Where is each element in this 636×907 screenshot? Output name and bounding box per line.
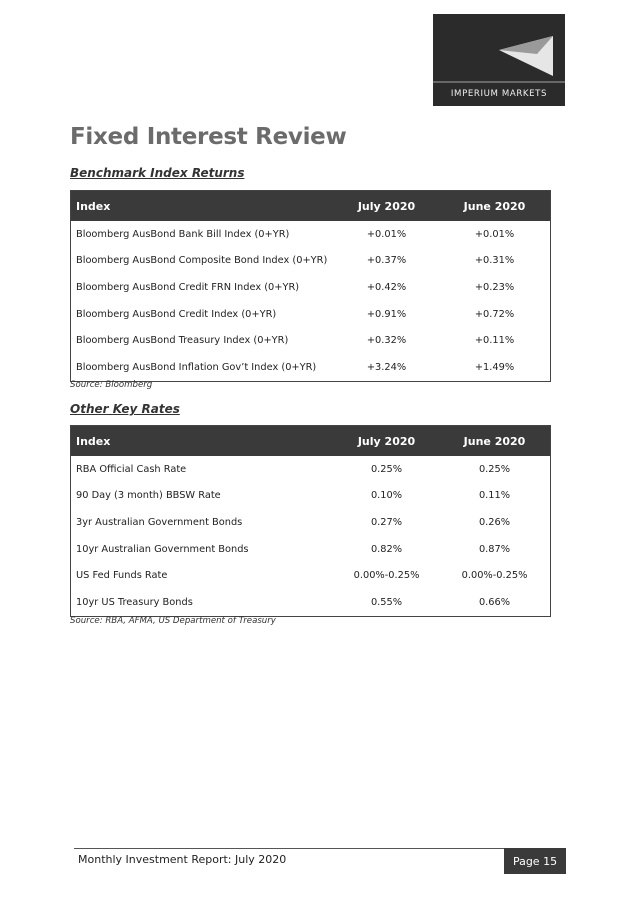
column-header-july: July 2020 bbox=[357, 199, 416, 213]
table-row bbox=[71, 327, 550, 354]
june-value: +1.49% bbox=[474, 361, 515, 373]
benchmark-source: Source: Bloomberg bbox=[70, 380, 153, 390]
rate-name: US Fed Funds Rate bbox=[76, 570, 168, 582]
rate-name: 3yr Australian Government Bonds bbox=[76, 516, 243, 528]
july-value: +3.24% bbox=[366, 361, 407, 373]
index-name: Bloomberg AusBond Bank Bill Index (0+YR) bbox=[76, 228, 290, 240]
june-value: 0.66% bbox=[478, 596, 511, 608]
rate-name: 90 Day (3 month) BBSW Rate bbox=[76, 490, 221, 502]
july-value: 0.10% bbox=[370, 490, 403, 502]
page-number-badge: Page 15 bbox=[504, 848, 566, 874]
july-value: +0.32% bbox=[366, 335, 407, 347]
june-value: +0.31% bbox=[474, 255, 515, 267]
july-value: +0.37% bbox=[366, 255, 407, 267]
index-name: Bloomberg AusBond Composite Bond Index (0+YR) bbox=[76, 255, 328, 267]
june-value: +0.01% bbox=[474, 228, 515, 240]
july-value: 0.27% bbox=[370, 516, 403, 528]
column-header-index: Index bbox=[76, 434, 111, 448]
table-row bbox=[71, 509, 550, 536]
table-row bbox=[71, 274, 550, 301]
table-row bbox=[71, 589, 550, 616]
table-row bbox=[71, 221, 550, 248]
july-value: +0.42% bbox=[366, 281, 407, 293]
july-value: +0.01% bbox=[366, 228, 407, 240]
table-header bbox=[71, 191, 550, 221]
rate-name: 10yr US Treasury Bonds bbox=[76, 596, 193, 608]
index-name: Bloomberg AusBond Credit FRN Index (0+YR) bbox=[76, 281, 300, 293]
key-rates-source: Source: RBA, AFMA, US Department of Treasury bbox=[70, 616, 276, 626]
key-rates-table bbox=[70, 425, 551, 617]
index-name: Bloomberg AusBond Inflation Gov’t Index (0+YR) bbox=[76, 361, 317, 373]
june-value: +0.23% bbox=[474, 281, 515, 293]
table-row bbox=[71, 536, 550, 563]
table-row bbox=[71, 301, 550, 328]
june-value: 0.26% bbox=[478, 516, 511, 528]
june-value: +0.11% bbox=[474, 335, 515, 347]
june-value: 0.25% bbox=[478, 463, 511, 475]
column-header-july: July 2020 bbox=[357, 434, 416, 448]
july-value: 0.25% bbox=[370, 463, 403, 475]
table-header bbox=[71, 426, 550, 456]
page-title: Fixed Interest Review bbox=[70, 124, 347, 150]
table-row bbox=[71, 456, 550, 483]
index-name: Bloomberg AusBond Credit Index (0+YR) bbox=[76, 308, 277, 320]
benchmark-table bbox=[70, 190, 551, 382]
table-row bbox=[71, 248, 550, 275]
footer-report-title: Monthly Investment Report: July 2020 bbox=[78, 853, 287, 866]
july-value: 0.00%-0.25% bbox=[353, 570, 420, 582]
rate-name: 10yr Australian Government Bonds bbox=[76, 543, 249, 555]
imperium-markets-logo bbox=[433, 14, 565, 106]
june-value: +0.72% bbox=[474, 308, 515, 320]
index-name: Bloomberg AusBond Treasury Index (0+YR) bbox=[76, 335, 289, 347]
column-header-june: June 2020 bbox=[463, 434, 526, 448]
june-value: 0.11% bbox=[478, 490, 511, 502]
column-header-index: Index bbox=[76, 199, 111, 213]
july-value: 0.55% bbox=[370, 596, 403, 608]
table-row bbox=[71, 562, 550, 589]
rate-name: RBA Official Cash Rate bbox=[76, 463, 187, 475]
logo-text: IMPERIUM MARKETS bbox=[450, 89, 548, 99]
june-value: 0.87% bbox=[478, 543, 511, 555]
table-row bbox=[71, 483, 550, 510]
benchmark-heading: Benchmark Index Returns bbox=[70, 166, 245, 180]
july-value: 0.82% bbox=[370, 543, 403, 555]
footer-divider bbox=[74, 848, 566, 849]
key-rates-heading: Other Key Rates bbox=[70, 402, 180, 416]
column-header-june: June 2020 bbox=[463, 199, 526, 213]
june-value: 0.00%-0.25% bbox=[461, 570, 528, 582]
july-value: +0.91% bbox=[366, 308, 407, 320]
table-row bbox=[71, 354, 550, 381]
